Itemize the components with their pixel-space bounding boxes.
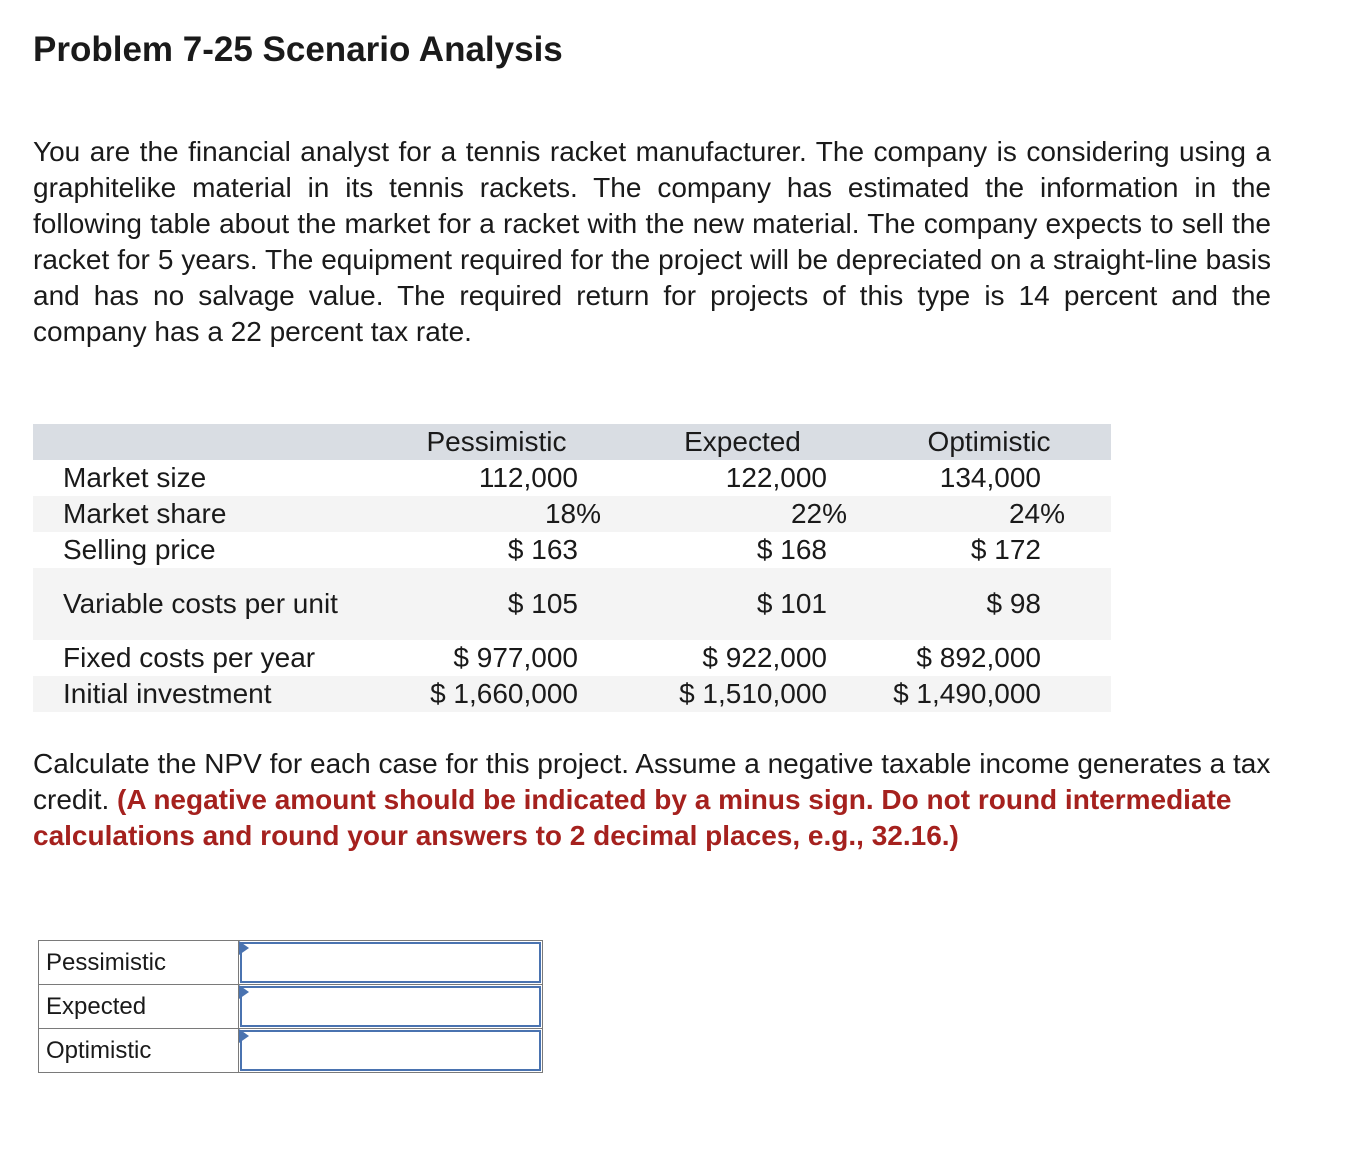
answer-label: Expected [39, 985, 239, 1029]
cell-value: 18% [375, 496, 618, 532]
answer-row [39, 985, 543, 1029]
table-row [33, 676, 1111, 712]
table-row [33, 568, 1111, 640]
cell-value: $ 1,490,000 [867, 676, 1111, 712]
answer-table [38, 940, 543, 1073]
cell-value: 24% [867, 496, 1111, 532]
problem-intro: You are the financial analyst for a tennis racket manufacturer. The company is considering using a graphitelike material in its tennis rackets. The company has estimated the information in the following table about the market for a racket with the new material. The company expects to sell the racket for 5 years. The equipment required for the project will be depreciated on a straight-line basis and has no salvage value. The required return for projects of this type is 14 percent and the company has a 22 percent tax rate. [33, 136, 1271, 347]
cell-value: $ 172 [970, 534, 1041, 565]
scenario-table [33, 424, 1111, 712]
cell-value: $ 1,660,000 [375, 676, 618, 712]
row-label: Initial investment [33, 676, 375, 712]
row-label: Variable costs per unit [33, 568, 375, 640]
npv-pessimistic-input[interactable] [239, 941, 543, 985]
row-label: Market share [33, 496, 375, 532]
npv-expected-input[interactable] [239, 985, 543, 1029]
header-expected: Expected [618, 424, 867, 460]
page-title: Problem 7-25 Scenario Analysis [33, 30, 563, 69]
cell-value: $ 163 [507, 534, 578, 565]
cell-value: $ 101 [618, 568, 867, 640]
cell-value: 22% [618, 496, 867, 532]
row-label: Selling price [63, 534, 216, 565]
question-note: (A negative amount should be indicated by a minus sign. Do not round intermediate calculations and round your answers to 2 decimal places, e.g., 32.16.) [33, 784, 1232, 851]
input-marker-icon [239, 985, 249, 999]
header-blank [33, 424, 375, 460]
input-box[interactable] [240, 1030, 541, 1071]
cell-value: $ 98 [867, 568, 1111, 640]
cell-value: $ 105 [375, 568, 618, 640]
table-row [33, 640, 1111, 676]
table-row [33, 532, 1111, 568]
table-row [33, 460, 1111, 496]
header-pessimistic: Pessimistic [375, 424, 618, 460]
cell-value: $ 892,000 [916, 642, 1041, 673]
question-prompt: Calculate the NPV for each case for this project. Assume a negative taxable income generates a tax credit. [33, 748, 1271, 815]
answer-row [39, 941, 543, 985]
header-optimistic: Optimistic [867, 424, 1111, 460]
row-label: Market size [63, 462, 207, 493]
cell-value: 112,000 [478, 462, 578, 493]
table-header-row [33, 424, 1111, 460]
cell-value: $ 977,000 [453, 642, 578, 673]
npv-optimistic-input[interactable] [239, 1029, 543, 1073]
row-label: Fixed costs per year [63, 642, 316, 673]
input-marker-icon [239, 1029, 249, 1043]
input-box[interactable] [240, 986, 541, 1027]
cell-value: $ 922,000 [702, 642, 827, 673]
answer-label: Pessimistic [39, 941, 239, 985]
answer-label: Optimistic [39, 1029, 239, 1073]
input-box[interactable] [240, 942, 541, 983]
cell-value: $ 168 [756, 534, 827, 565]
answer-row [39, 1029, 543, 1073]
cell-value: 122,000 [725, 462, 827, 493]
cell-value: $ 1,510,000 [618, 676, 867, 712]
input-marker-icon [239, 941, 249, 955]
cell-value: 134,000 [939, 462, 1041, 493]
table-row [33, 496, 1111, 532]
question-text [33, 746, 1283, 854]
